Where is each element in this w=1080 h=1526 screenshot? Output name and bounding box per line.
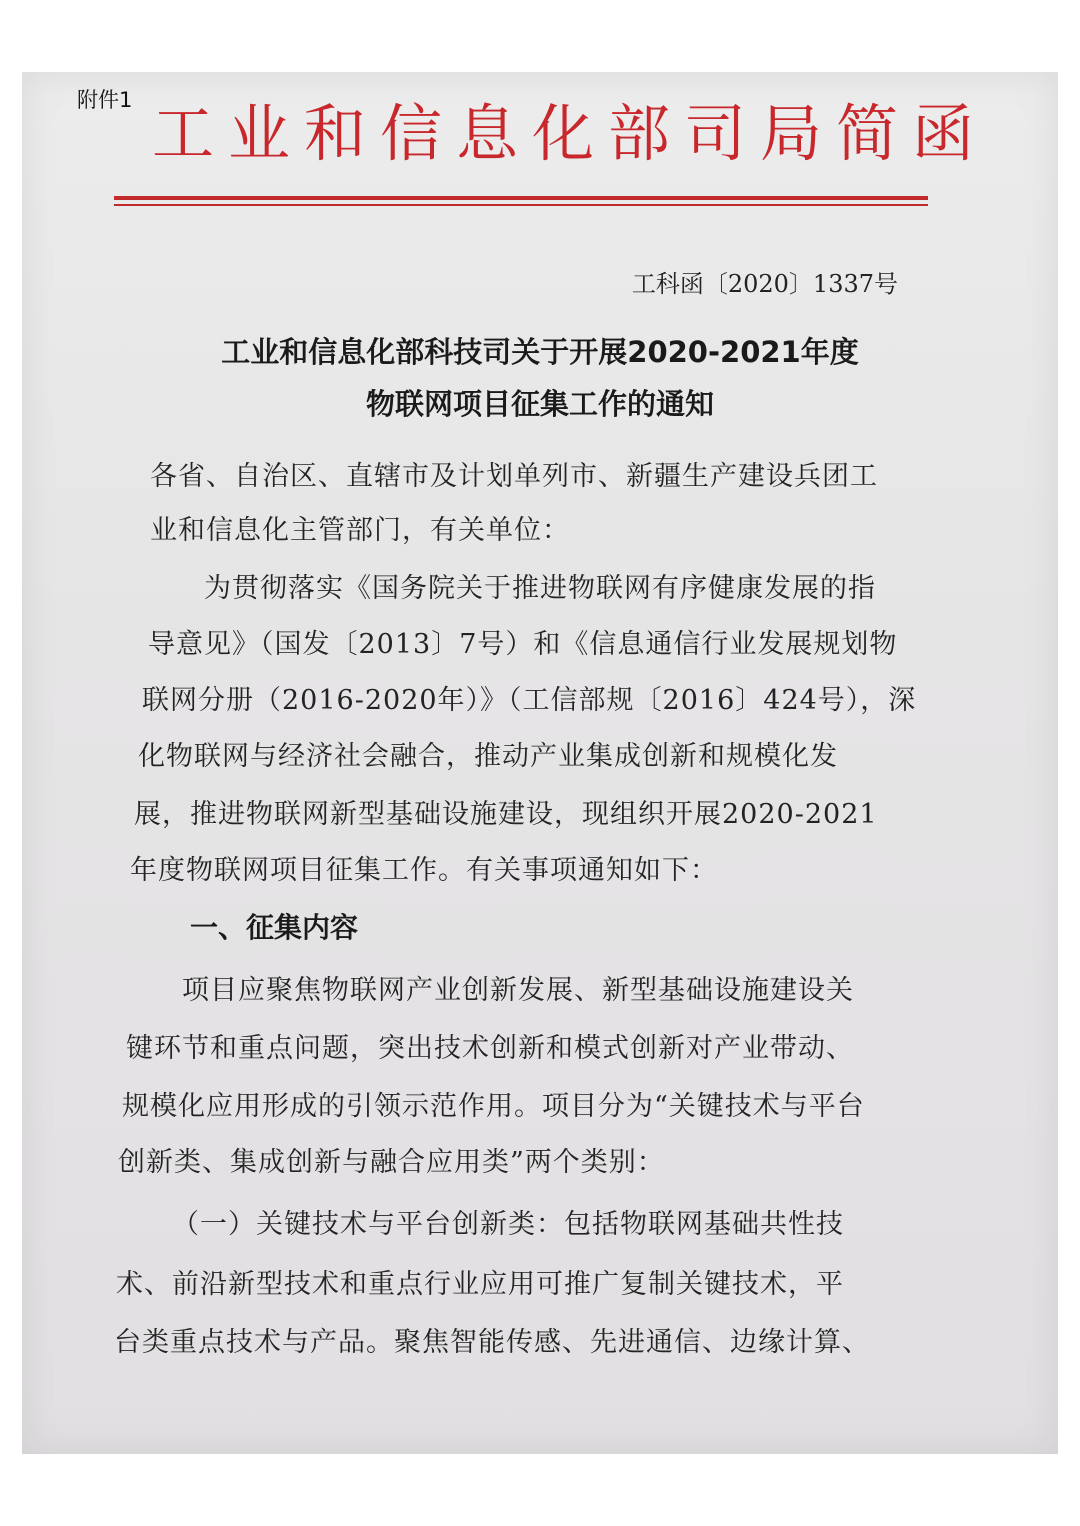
masthead-divider [114, 196, 928, 200]
addressee-line1: 各省、自治区、直辖市及计划单列市、新疆生产建设兵团工 [150, 461, 878, 492]
paragraph-line: 规模化应用形成的引领示范作用。项目分为“关键技术与平台 [122, 1091, 865, 1122]
paragraph-line: 术、前沿新型技术和重点行业应用可推广复制关键技术，平 [116, 1269, 844, 1300]
document-photo [22, 72, 1058, 1454]
intro-line: 联网分册（2016-2020年）》（工信部规〔2016〕424号），深 [142, 685, 917, 716]
paragraph-line: 台类重点技术与产品。聚焦智能传感、先进通信、边缘计算、 [114, 1327, 870, 1358]
intro-line: 导意见》（国发〔2013〕7号）和《信息通信行业发展规划物 [148, 629, 898, 660]
intro-line: 化物联网与经济社会融合，推动产业集成创新和规模化发 [138, 741, 838, 772]
document-title-line1: 工业和信息化部科技司关于开展2020-2021年度 [221, 335, 859, 369]
section-heading: 一、征集内容 [190, 911, 359, 944]
paragraph-line: （一）关键技术与平台创新类：包括物联网基础共性技 [172, 1209, 844, 1240]
intro-line: 年度物联网项目征集工作。有关事项通知如下： [130, 855, 718, 886]
masthead-title: 工业和信息化部司局简函 [152, 97, 989, 170]
document-number: 工科函〔2020〕1337号 [631, 270, 898, 298]
intro-line: 为贯彻落实《国务院关于推进物联网有序健康发展的指 [204, 573, 876, 604]
intro-line: 展，推进物联网新型基础设施建设，现组织开展2020-2021 [134, 799, 878, 830]
addressee-line2: 业和信息化主管部门，有关单位： [150, 515, 570, 546]
paragraph-line: 键环节和重点问题，突出技术创新和模式创新对产业带动、 [126, 1033, 854, 1064]
attachment-label: 附件1 [77, 88, 133, 112]
document-title-line2: 物联网项目征集工作的通知 [365, 387, 714, 421]
paragraph-line: 项目应聚焦物联网产业创新发展、新型基础设施建设关 [182, 975, 854, 1006]
paragraph-line: 创新类、集成创新与融合应用类”两个类别： [118, 1147, 665, 1178]
masthead-divider-thin [114, 204, 928, 206]
